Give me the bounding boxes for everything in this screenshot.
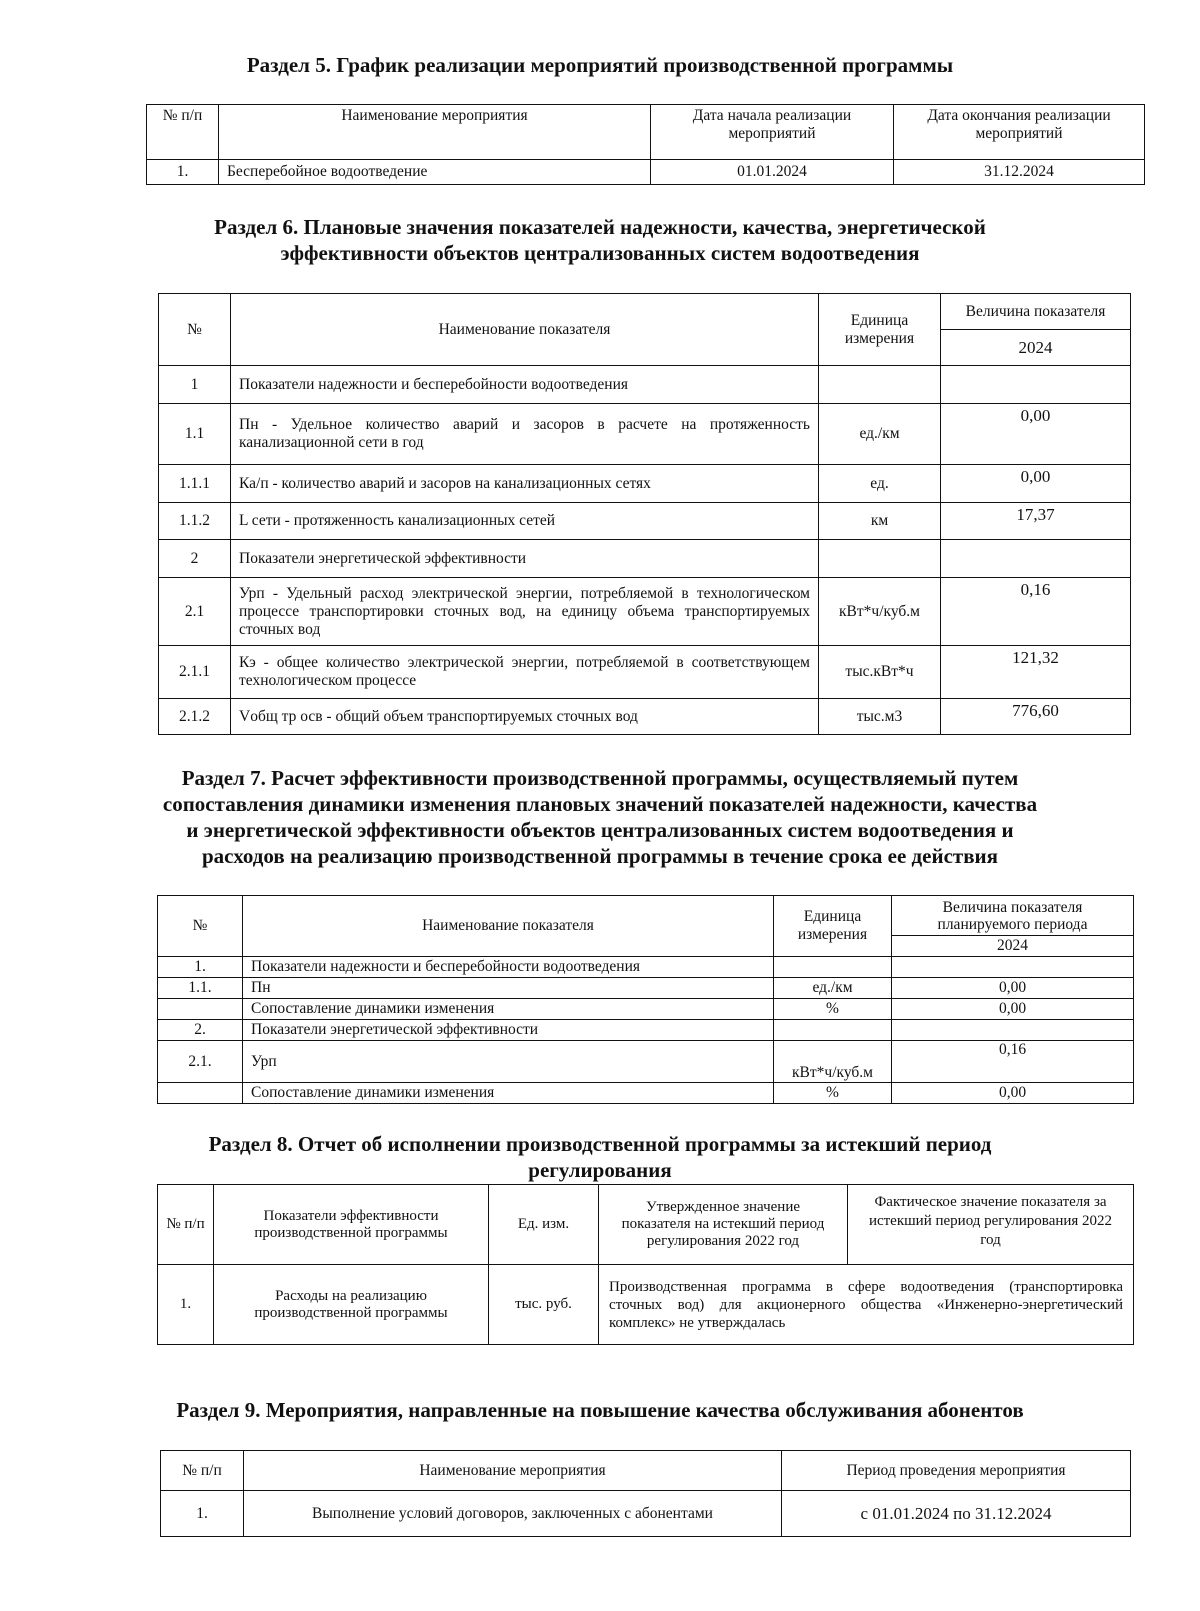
s7-row3-num <box>158 999 243 1020</box>
s7-row5-value: 0,16 <box>892 1041 1134 1083</box>
s9-cell-period: с 01.01.2024 по 31.12.2024 <box>782 1491 1131 1537</box>
s7-row1-value <box>892 957 1134 978</box>
s7-row2-num: 1.1. <box>158 978 243 999</box>
s7-row3-unit: % <box>774 999 892 1020</box>
s7-row4-name: Показатели энергетической эффективности <box>243 1020 774 1041</box>
s6-row1-num: 1 <box>159 366 231 404</box>
s5-cell-name: Бесперебойное водоотведение <box>219 160 651 185</box>
s6-row4-unit: км <box>819 503 941 540</box>
s6-row7-value: 121,32 <box>941 646 1131 699</box>
s6-row2-unit: ед./км <box>819 404 941 465</box>
s6-header-unit: Единица измерения <box>819 294 941 366</box>
section7-table <box>157 895 1134 1104</box>
s8-header-num: № п/п <box>158 1185 214 1265</box>
s8-cell-num: 1. <box>158 1265 214 1345</box>
s8-header-unit: Ед. изм. <box>489 1185 599 1265</box>
s6-row2-name: Пн - Удельное количество аварий и засоров в расчете на протяженность канализационной сети в год <box>231 404 819 465</box>
section6-title <box>100 214 1100 266</box>
s7-header-name: Наименование показателя <box>243 896 774 957</box>
table-row <box>158 1020 1134 1041</box>
table-row <box>158 999 1134 1020</box>
s5-cell-num: 1. <box>147 160 219 185</box>
s7-header-unit: Единица измерения <box>774 896 892 957</box>
s8-cell-name: Расходы на реализацию производственной программы <box>214 1265 489 1345</box>
s6-header-num: № <box>159 294 231 366</box>
table-row <box>158 978 1134 999</box>
s7-row2-name: Пн <box>243 978 774 999</box>
s6-row3-value: 0,00 <box>941 465 1131 503</box>
s6-row6-num: 2.1 <box>159 578 231 646</box>
s7-row3-name: Сопоставление динамики изменения <box>243 999 774 1020</box>
s5-cell-end: 31.12.2024 <box>894 160 1145 185</box>
s7-row6-name: Сопоставление динамики изменения <box>243 1083 774 1104</box>
table-row <box>159 646 1131 699</box>
s7-row1-unit <box>774 957 892 978</box>
section6-table <box>158 293 1131 735</box>
s7-row1-num: 1. <box>158 957 243 978</box>
table-row <box>158 1083 1134 1104</box>
s7-row2-value: 0,00 <box>892 978 1134 999</box>
s9-header-num: № п/п <box>161 1451 244 1491</box>
section7-title <box>100 765 1100 869</box>
section5-header-row <box>147 105 1145 160</box>
s7-row6-num <box>158 1083 243 1104</box>
table-row <box>159 540 1131 578</box>
section8-title-line1: Раздел 8. Отчет об исполнении производственной программы за истекший период <box>208 1132 992 1156</box>
s9-header-period: Период проведения мероприятия <box>782 1451 1131 1491</box>
s9-cell-num: 1. <box>161 1491 244 1537</box>
s6-row7-num: 2.1.1 <box>159 646 231 699</box>
s6-row2-num: 1.1 <box>159 404 231 465</box>
s9-cell-name: Выполнение условий договоров, заключенных с абонентами <box>244 1491 782 1537</box>
section5-table <box>146 104 1145 185</box>
s6-row5-name: Показатели энергетической эффективности <box>231 540 819 578</box>
s7-row4-value <box>892 1020 1134 1041</box>
s6-row7-name: Кэ - общее количество электрической энергии, потребляемой в соответствующем технологическом процессе <box>231 646 819 699</box>
s7-header-year: 2024 <box>892 936 1134 957</box>
s7-row1-name: Показатели надежности и бесперебойности водоотведения <box>243 957 774 978</box>
s5-header-name: Наименование мероприятия <box>219 105 651 160</box>
section7-header-row <box>158 896 1134 936</box>
s7-row5-unit: кВт*ч/куб.м <box>774 1041 892 1083</box>
s5-header-num: № п/п <box>147 105 219 160</box>
s6-row5-unit <box>819 540 941 578</box>
s6-header-value: Величина показателя <box>941 294 1131 330</box>
table-row <box>159 366 1131 404</box>
s6-row4-name: L сети - протяженность канализационных сетей <box>231 503 819 540</box>
s8-header-approved: Утвержденное значение показателя на истекший период регулирования 2022 год <box>599 1185 848 1265</box>
section6-title-line1: Раздел 6. Плановые значения показателей надежности, качества, энергетической <box>214 215 986 239</box>
s7-row2-unit: ед./км <box>774 978 892 999</box>
s6-row7-unit: тыс.кВт*ч <box>819 646 941 699</box>
s6-row3-num: 1.1.1 <box>159 465 231 503</box>
section5-title: Раздел 5. График реализации мероприятий производственной программы <box>246 53 954 77</box>
section7-title-line2: сопоставления динамики изменения плановых значений показателей надежности, качества <box>162 792 1038 816</box>
s7-row5-name: Урп <box>243 1041 774 1083</box>
s7-row5-num: 2.1. <box>158 1041 243 1083</box>
s6-row4-num: 1.1.2 <box>159 503 231 540</box>
table-row <box>159 465 1131 503</box>
s6-row3-name: Ка/п - количество аварий и засоров на канализационных сетях <box>231 465 819 503</box>
section6-title-line2: эффективности объектов централизованных систем водоотведения <box>280 241 920 265</box>
section8-header-row <box>158 1185 1134 1265</box>
s8-cell-unit: тыс. руб. <box>489 1265 599 1345</box>
s6-row6-unit: кВт*ч/куб.м <box>819 578 941 646</box>
s6-header-name: Наименование показателя <box>231 294 819 366</box>
section6-header-row <box>159 294 1131 330</box>
s7-row3-value: 0,00 <box>892 999 1134 1020</box>
s6-row8-value: 776,60 <box>941 699 1131 735</box>
s6-row1-name: Показатели надежности и бесперебойности водоотведения <box>231 366 819 404</box>
section7-title-line1: Раздел 7. Расчет эффективности производственной программы, осуществляемый путем <box>181 766 1019 790</box>
s5-cell-start: 01.01.2024 <box>651 160 894 185</box>
section8-title <box>100 1131 1100 1183</box>
table-row <box>147 160 1145 185</box>
s6-row8-name: Vобщ тр осв - общий объем транспортируемых сточных вод <box>231 699 819 735</box>
s8-header-name: Показатели эффективности производственной программы <box>214 1185 489 1265</box>
s9-header-name: Наименование мероприятия <box>244 1451 782 1491</box>
s8-cell-text: Производственная программа в сфере водоотведения (транспортировка сточных вод) для акционерного общества «Инженерно-энергетический комплекс» не утверждалась <box>599 1265 1134 1345</box>
section9-table <box>160 1450 1131 1537</box>
s6-row8-num: 2.1.2 <box>159 699 231 735</box>
s5-header-start: Дата начала реализации мероприятий <box>651 105 894 160</box>
s7-header-num: № <box>158 896 243 957</box>
table-row <box>159 699 1131 735</box>
s6-row8-unit: тыс.м3 <box>819 699 941 735</box>
s5-header-end: Дата окончания реализации мероприятий <box>894 105 1145 160</box>
s7-header-value: Величина показателя планируемого периода <box>892 896 1134 936</box>
section7-title-line4: расходов на реализацию производственной программы в течение срока ее действия <box>201 844 999 868</box>
table-row <box>159 503 1131 540</box>
section7-title-line3: и энергетической эффективности объектов централизованных систем водоотведения и <box>186 818 1014 842</box>
s8-header-actual: Фактическое значение показателя за истекший период регулирования 2022 год <box>848 1185 1134 1265</box>
s7-row6-unit: % <box>774 1083 892 1104</box>
section8-table <box>157 1184 1134 1345</box>
s7-row4-num: 2. <box>158 1020 243 1041</box>
section9-title: Раздел 9. Мероприятия, направленные на повышение качества обслуживания абонентов <box>176 1398 1024 1422</box>
table-row <box>159 404 1131 465</box>
s7-row4-unit <box>774 1020 892 1041</box>
s6-row5-num: 2 <box>159 540 231 578</box>
table-row <box>158 1041 1134 1083</box>
table-row <box>159 578 1131 646</box>
s6-row2-value: 0,00 <box>941 404 1131 465</box>
table-row <box>161 1491 1131 1537</box>
section8-title-line2: регулирования <box>528 1158 672 1182</box>
table-row <box>158 957 1134 978</box>
s6-row3-unit: ед. <box>819 465 941 503</box>
s6-row1-unit <box>819 366 941 404</box>
s6-row1-value <box>941 366 1131 404</box>
s6-row6-name: Урп - Удельный расход электрической энергии, потребляемой в технологическом процессе транспортировки сточных вод, на единицу объема транспортируемых сточных вод <box>231 578 819 646</box>
s6-row4-value: 17,37 <box>941 503 1131 540</box>
table-row <box>158 1265 1134 1345</box>
s6-row6-value: 0,16 <box>941 578 1131 646</box>
section9-header-row <box>161 1451 1131 1491</box>
s6-header-year: 2024 <box>941 330 1131 366</box>
s6-row5-value <box>941 540 1131 578</box>
s7-row6-value: 0,00 <box>892 1083 1134 1104</box>
